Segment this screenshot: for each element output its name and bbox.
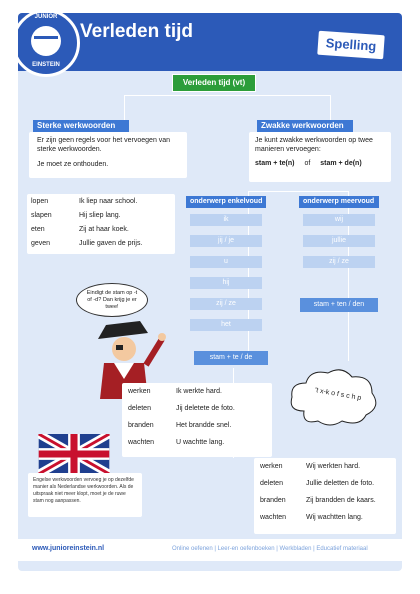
singular-example-4: U wachtte lang. xyxy=(176,439,225,446)
pronoun-hij: hij xyxy=(190,277,262,289)
formula-or: of xyxy=(304,160,311,167)
weak-verbs-explanation xyxy=(249,132,391,182)
formula-ten: stam + te(n) xyxy=(255,160,295,167)
weak-text: Je kunt zwakke werkwoorden op twee manieren vervoegen: xyxy=(255,137,373,153)
plural-example-3: Zij brandden de kaars. xyxy=(306,497,376,504)
strong-verb-4: geven xyxy=(31,240,51,247)
pronoun-ik: ik xyxy=(190,214,262,226)
strong-verbs-table xyxy=(27,194,175,254)
plural-verb-1: werken xyxy=(260,463,283,470)
singular-header: onderwerp enkelvoud xyxy=(186,196,266,208)
weak-verbs-header: Zwakke werkwoorden xyxy=(257,120,353,132)
plural-header: onderwerp meervoud xyxy=(299,196,379,208)
pronoun-het: het xyxy=(190,319,262,331)
strong-example-4: Jullie gaven de prijs. xyxy=(79,240,143,247)
formula-singular: stam + te / de xyxy=(194,351,268,365)
plural-example-1: Wij werkten hard. xyxy=(306,463,361,470)
plural-example-4: Wij wachtten lang. xyxy=(306,514,363,521)
glasses-icon xyxy=(34,36,58,47)
strong-example-3: Zij at haar koek. xyxy=(79,226,129,233)
singular-examples-table xyxy=(122,383,272,457)
singular-verb-2: deleten xyxy=(128,405,151,412)
pirate-speech-bubble: Eindigt de stam op -t of -d? Dan krijg je er twee! xyxy=(76,283,148,317)
pronoun-u: u xyxy=(190,256,262,268)
pronoun-zij: zij / ze xyxy=(190,298,262,310)
pronoun-jullie: jullie xyxy=(303,235,375,247)
subject-badge: Spelling xyxy=(317,31,385,60)
footer-links[interactable]: Online oefenen | Leer-en oefenboeken | Werkbladen | Educatief materiaal xyxy=(172,546,368,552)
singular-verb-4: wachten xyxy=(128,439,155,446)
english-note-box xyxy=(28,473,142,517)
formula-den: stam + de(n) xyxy=(320,160,362,167)
english-note: Engelse werkwoorden vervoeg je op dezelfde manier als Nederlandse werkwoorden. Als de uitspraak niet meer klopt, moet je de ruwe stam nog aanpassen. xyxy=(33,477,134,504)
plural-verb-4: wachten xyxy=(260,514,287,521)
logo-text-bottom: EINSTEIN xyxy=(32,62,60,68)
singular-example-3: Het brandde snel. xyxy=(176,422,232,429)
plural-verb-3: branden xyxy=(260,497,286,504)
weak-formulas xyxy=(255,160,385,167)
page-title: Verleden tijd xyxy=(80,21,193,42)
strong-example-2: Hij sliep lang. xyxy=(79,212,121,219)
plural-examples-table xyxy=(254,458,396,534)
strong-verb-2: slapen xyxy=(31,212,52,219)
pronoun-zij-ze: zij / ze xyxy=(303,256,375,268)
strong-verb-1: lopen xyxy=(31,198,49,205)
logo-text-top: JUNIOR xyxy=(34,14,58,20)
strong-text-1: Er zijn geen regels voor het vervoegen van sterke werkwoorden. xyxy=(37,137,171,153)
header-bar xyxy=(18,13,402,71)
pronoun-jij: jij / je xyxy=(190,235,262,247)
strong-verb-3: eten xyxy=(31,226,45,233)
connector-split xyxy=(248,191,348,192)
plural-verb-2: deleten xyxy=(260,480,283,487)
singular-verb-1: werken xyxy=(128,388,151,395)
strong-text-2: Je moet ze onthouden. xyxy=(37,161,109,168)
cloud-text: 't x-k o f s c h p xyxy=(314,386,362,403)
strong-verbs-header: Sterke werkwoorden xyxy=(33,120,129,132)
uk-flag-icon xyxy=(38,434,110,474)
singular-verb-3: branden xyxy=(128,422,154,429)
root-label: Verleden tijd (vt) xyxy=(172,74,256,92)
connector-left xyxy=(124,95,125,123)
connector-right xyxy=(330,95,331,123)
strong-example-1: Ik liep naar school. xyxy=(79,198,138,205)
junior-einstein-logo xyxy=(18,13,80,77)
pronoun-wij: wij xyxy=(303,214,375,226)
footer xyxy=(18,539,402,561)
worksheet xyxy=(18,13,402,571)
formula-plural: stam + ten / den xyxy=(300,298,378,312)
singular-example-1: Ik werkte hard. xyxy=(176,388,222,395)
singular-example-2: Jij deletete de foto. xyxy=(176,405,235,412)
plural-example-2: Jullie deletten de foto. xyxy=(306,480,375,487)
strong-verbs-explanation xyxy=(29,132,187,178)
website-link[interactable]: www.junioreinstein.nl xyxy=(32,545,105,552)
connector-top xyxy=(124,95,330,96)
